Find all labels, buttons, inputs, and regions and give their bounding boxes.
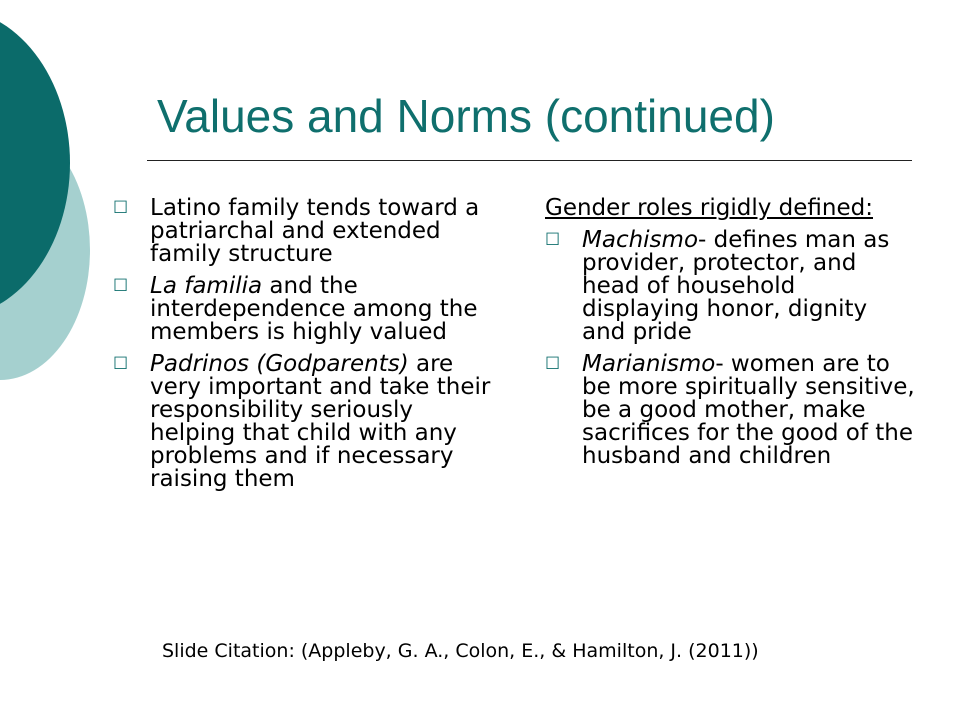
bullet-icon: ☐	[113, 276, 129, 296]
bullet-icon: ☐	[113, 198, 129, 218]
italic-term: La familia	[150, 273, 263, 299]
list-item-text	[150, 275, 498, 344]
list-item-text	[150, 197, 498, 266]
slide-citation: Slide Citation: (Appleby, G. A., Colon, E., & Hamilton, J. (2011))	[162, 640, 759, 662]
list-item-text	[582, 353, 915, 468]
right-column	[545, 197, 915, 477]
bullet-icon: ☐	[113, 354, 129, 374]
list-item-text	[150, 353, 498, 491]
bullet-text: and the interdependence among the members is highly valued	[150, 273, 478, 345]
list-item	[545, 353, 915, 468]
list-item	[113, 353, 498, 491]
gender-roles-heading	[545, 197, 915, 220]
list-item	[545, 229, 915, 344]
bullet-icon: ☐	[545, 354, 561, 374]
italic-term: Padrinos (Godparents)	[150, 351, 409, 377]
title-divider	[147, 160, 912, 161]
list-item	[113, 275, 498, 344]
italic-term: Marianismo	[582, 351, 716, 377]
left-column	[113, 197, 498, 500]
list-item-text	[582, 229, 915, 344]
bullet-text: - defines man as provider, protector, and head of household displaying honor, dignity and pride	[582, 227, 890, 345]
bullet-text: Latino family tends toward a patriarchal and extended family structure	[150, 195, 480, 267]
bullet-text: are very important and take their responsibility seriously helping that child with any problems and if necessary raising them	[150, 351, 491, 492]
list-item	[113, 197, 498, 266]
slide-title: Values and Norms (continued)	[157, 90, 775, 142]
italic-term: Machismo	[582, 227, 699, 253]
bullet-icon: ☐	[545, 230, 561, 250]
heading-text: Gender roles rigidly defined:	[545, 195, 873, 221]
bullet-text: - women are to be more spiritually sensitive, be a good mother, make sacrifices for the good of the husband and children	[582, 351, 915, 469]
